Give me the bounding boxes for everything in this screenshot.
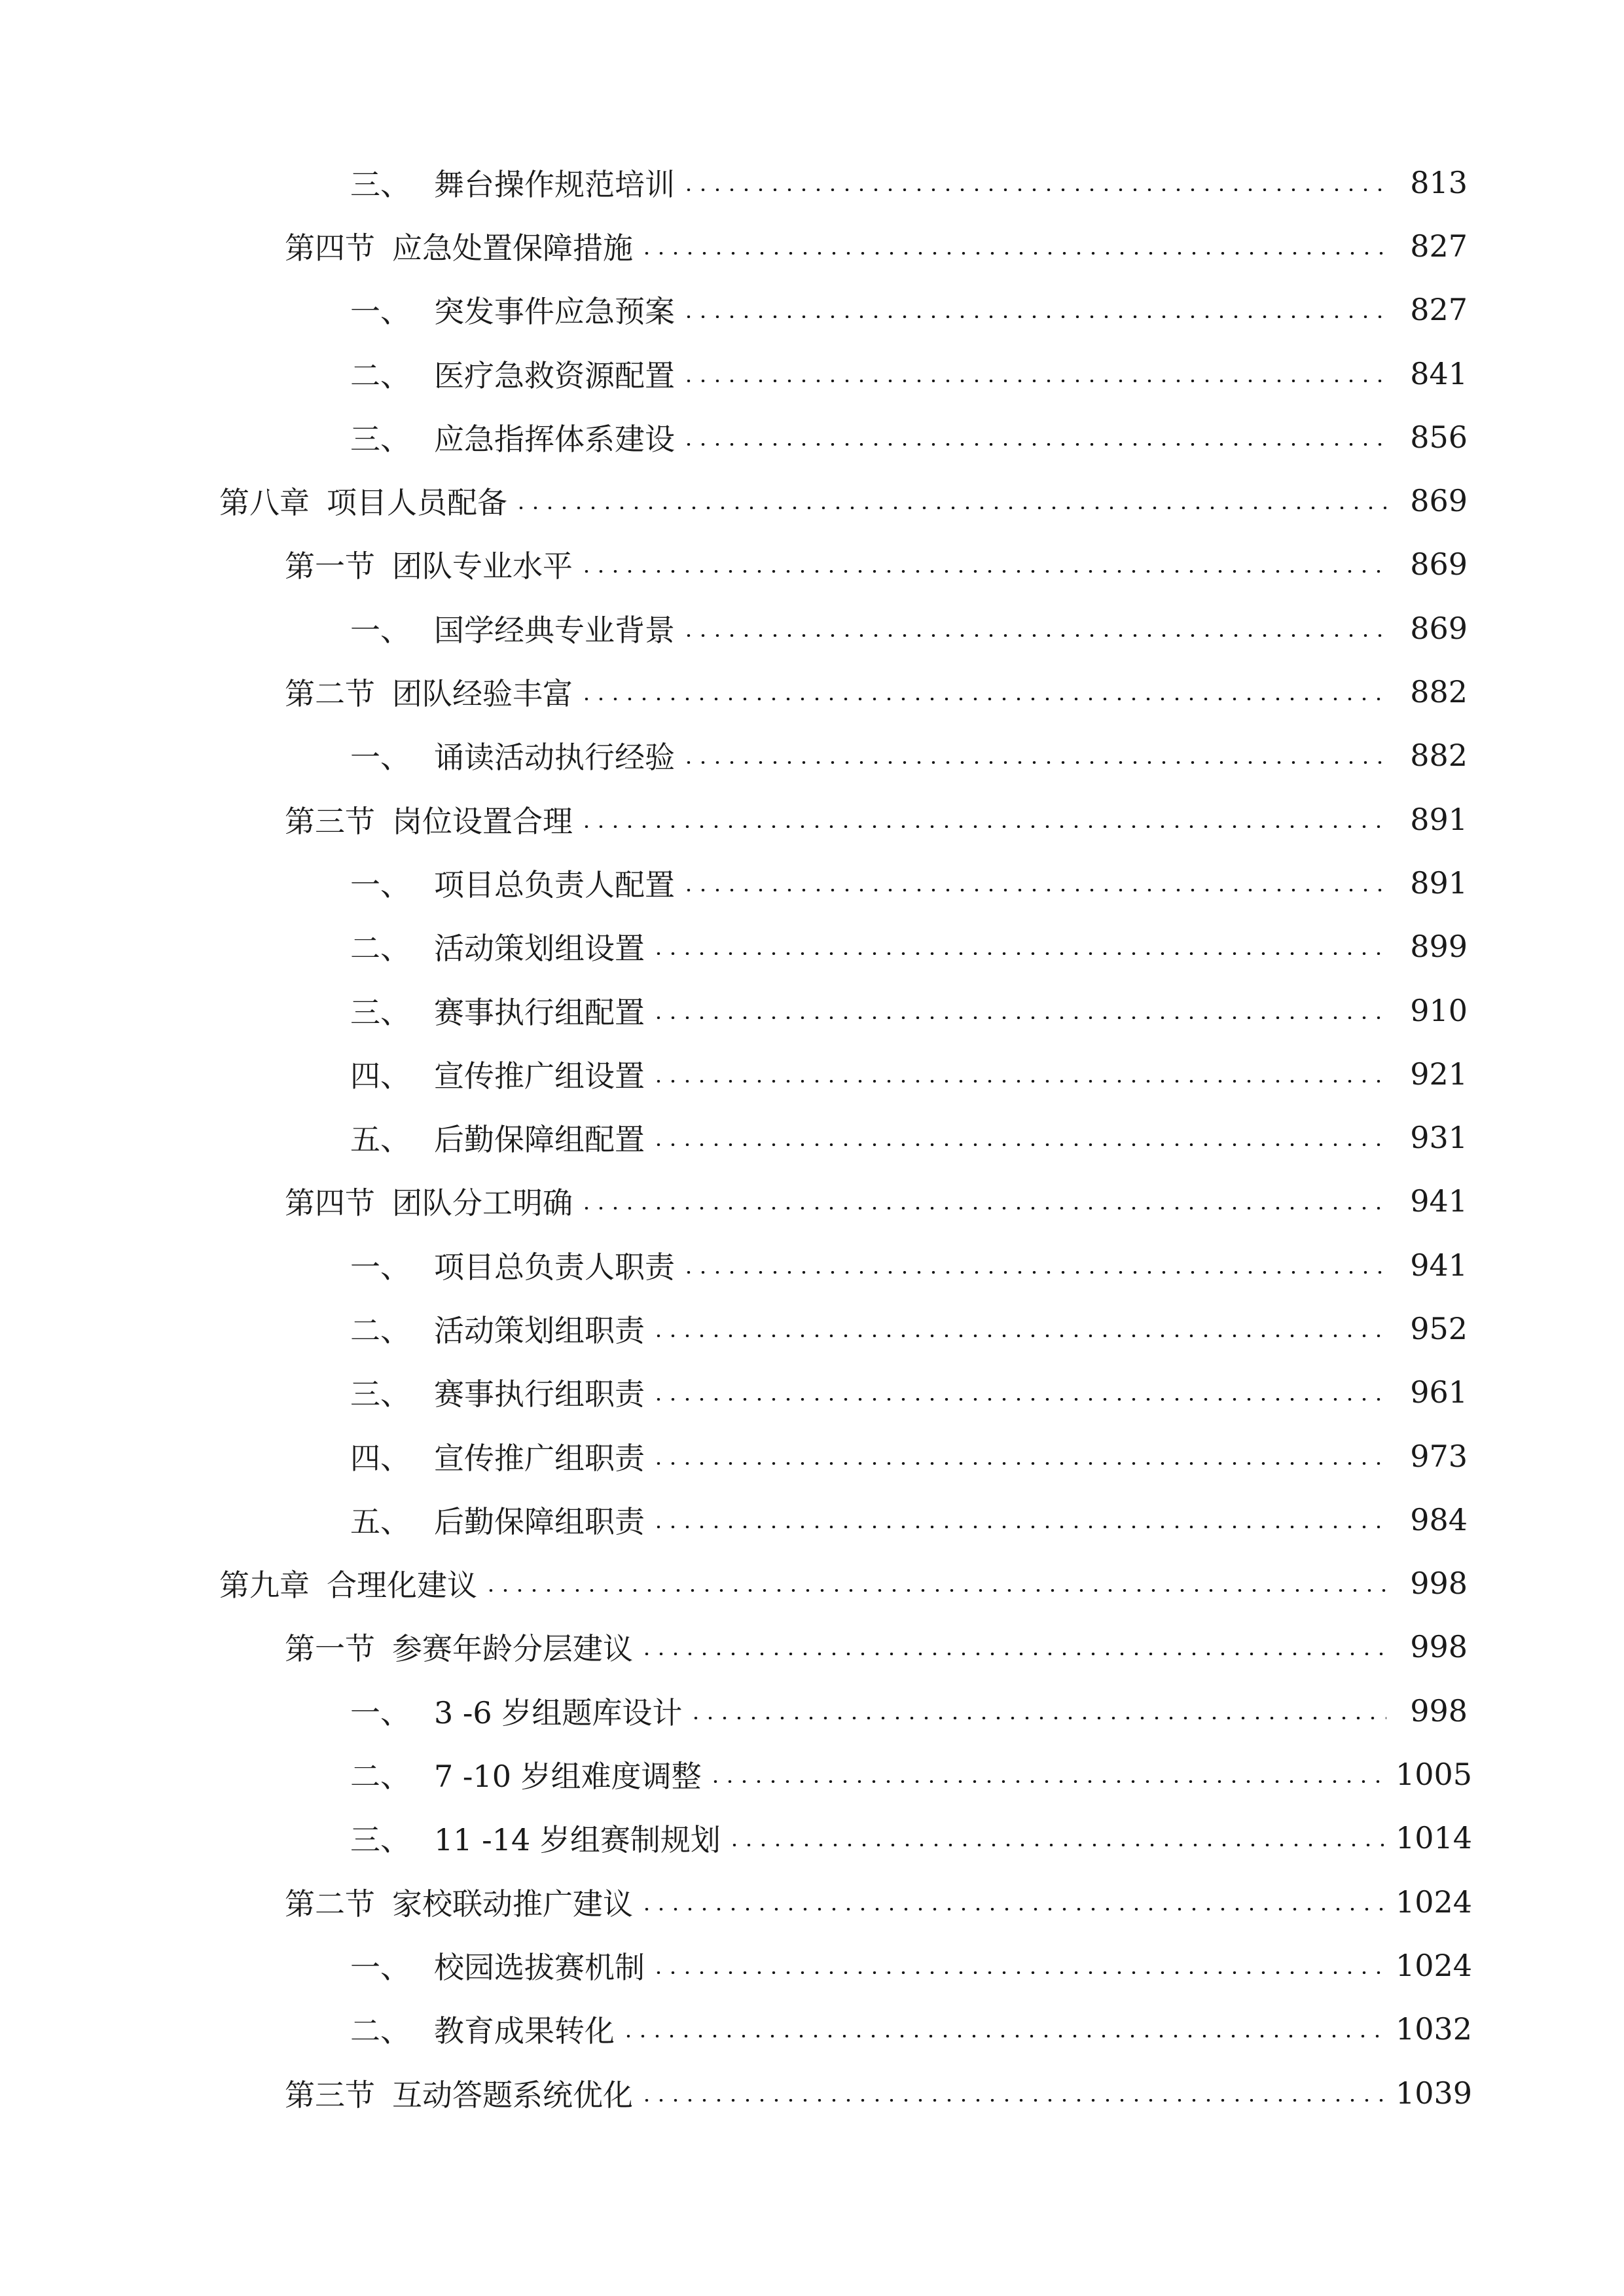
toc-entry-title: 赛事执行组配置 — [434, 994, 645, 1030]
dot-leader — [681, 889, 1386, 891]
toc-entry-page: 921 — [1410, 1056, 1468, 1092]
dot-leader — [689, 1717, 1386, 1719]
toc-entry-title: 团队分工明确 — [392, 1185, 573, 1221]
toc-entry-title: 团队专业水平 — [392, 548, 573, 584]
toc-entry-chapter[interactable] — [0, 1552, 1624, 1615]
dot-leader — [579, 1207, 1386, 1210]
toc-entry-page: 998 — [1410, 1629, 1468, 1665]
toc-entry[interactable] — [0, 596, 1624, 660]
toc-entry-number: 二、 — [350, 1312, 410, 1348]
toc-entry[interactable] — [0, 1105, 1624, 1169]
dot-leader — [681, 1271, 1386, 1274]
toc-entry[interactable] — [0, 151, 1624, 214]
dot-leader — [640, 252, 1386, 255]
dot-leader — [484, 1589, 1386, 1592]
dot-leader — [708, 1780, 1386, 1783]
toc-entry[interactable] — [0, 915, 1624, 978]
dot-leader — [651, 1143, 1386, 1146]
toc-entry-title: 7 -10 岁组难度调整 — [434, 1759, 702, 1795]
dot-leader — [651, 952, 1386, 955]
dot-leader — [640, 1653, 1386, 1655]
dot-leader — [579, 698, 1386, 700]
toc-entry-title: 突发事件应急预案 — [434, 294, 675, 330]
toc-entry-number: 第三节 — [285, 803, 375, 839]
toc-entry-number: 一、 — [350, 1695, 410, 1731]
dot-leader — [640, 2099, 1386, 2102]
toc-entry[interactable] — [0, 2061, 1624, 2125]
dot-leader — [640, 1908, 1386, 1910]
toc-entry[interactable] — [0, 1361, 1624, 1424]
toc-entry[interactable] — [0, 1297, 1624, 1360]
toc-entry-page: 899 — [1410, 929, 1468, 965]
toc-entry-page: 856 — [1410, 419, 1468, 455]
toc-entry[interactable] — [0, 1170, 1624, 1233]
toc-entry[interactable] — [0, 342, 1624, 405]
toc-entry-title: 11 -14 岁组赛制规划 — [434, 1822, 721, 1858]
toc-entry-number: 一、 — [350, 1249, 410, 1285]
toc-entry[interactable] — [0, 1233, 1624, 1297]
toc-entry-page: 941 — [1410, 1247, 1468, 1283]
dot-leader — [681, 634, 1386, 637]
toc-entry-title: 宣传推广组职责 — [434, 1440, 645, 1476]
toc-entry-number: 二、 — [350, 931, 410, 967]
toc-entry-title: 教育成果转化 — [434, 2013, 615, 2049]
toc-entry-number: 一、 — [350, 740, 410, 776]
toc-entry-page: 827 — [1410, 228, 1468, 264]
toc-entry-chapter[interactable] — [0, 469, 1624, 532]
toc-entry-title: 家校联动推广建议 — [392, 1886, 633, 1922]
toc-entry-number: 第一节 — [285, 548, 375, 584]
toc-entry-page: 841 — [1410, 355, 1468, 391]
toc-entry-number: 三、 — [350, 166, 410, 202]
toc-entry-number: 三、 — [350, 994, 410, 1030]
toc-entry-title: 校园选拔赛机制 — [434, 1949, 645, 1985]
toc-entry-title: 岗位设置合理 — [392, 803, 573, 839]
toc-entry-title: 赛事执行组职责 — [434, 1376, 645, 1412]
toc-entry-title: 项目总负责人职责 — [434, 1249, 675, 1285]
toc-entry-page: 869 — [1410, 483, 1468, 519]
toc-entry[interactable] — [0, 1933, 1624, 1997]
toc-entry[interactable] — [0, 278, 1624, 342]
toc-entry-page: 961 — [1410, 1374, 1468, 1410]
toc-entry-page: 952 — [1410, 1310, 1468, 1346]
toc-entry-title: 舞台操作规范培训 — [434, 166, 675, 202]
toc-entry[interactable] — [0, 978, 1624, 1042]
toc-entry[interactable] — [0, 1042, 1624, 1105]
toc-entry-number: 四、 — [350, 1440, 410, 1476]
toc-entry[interactable] — [0, 1806, 1624, 1870]
dot-leader — [681, 443, 1386, 446]
dot-leader — [681, 380, 1386, 382]
toc-entry[interactable] — [0, 405, 1624, 469]
toc-entry-title: 诵读活动执行经验 — [434, 740, 675, 776]
toc-entry-page: 869 — [1410, 547, 1468, 583]
dot-leader — [681, 188, 1386, 191]
toc-entry-page: 998 — [1410, 1566, 1468, 1602]
toc-entry-title: 3 -6 岁组题库设计 — [434, 1695, 683, 1731]
toc-entry-title: 活动策划组职责 — [434, 1312, 645, 1348]
toc-entry-page: 827 — [1410, 292, 1468, 328]
toc-entry[interactable] — [0, 533, 1624, 596]
toc-entry-title: 活动策划组设置 — [434, 931, 645, 967]
toc-entry-number: 一、 — [350, 294, 410, 330]
toc-entry-number: 一、 — [350, 612, 410, 648]
dot-leader — [651, 1016, 1386, 1019]
dot-leader — [579, 570, 1386, 573]
toc-entry-title: 合理化建议 — [327, 1568, 477, 1604]
toc-entry-number: 第八章 — [219, 485, 310, 521]
toc-entry[interactable] — [0, 1488, 1624, 1551]
toc-entry-page: 1032 — [1396, 2011, 1473, 2047]
dot-leader — [579, 825, 1386, 828]
toc-entry-number: 第四节 — [285, 1185, 375, 1221]
toc-entry-page: 1024 — [1396, 1947, 1473, 1983]
toc-entry-number: 第二节 — [285, 676, 375, 712]
toc-entry[interactable] — [0, 1424, 1624, 1488]
toc-entry[interactable] — [0, 660, 1624, 723]
dot-leader — [651, 1080, 1386, 1083]
toc-entry-number: 第二节 — [285, 1886, 375, 1922]
toc-entry-page: 882 — [1410, 674, 1468, 710]
toc-entry-number: 二、 — [350, 2013, 410, 2049]
dot-leader — [681, 761, 1386, 764]
dot-leader — [651, 1462, 1386, 1465]
toc-entry[interactable] — [0, 851, 1624, 914]
toc-entry-page: 941 — [1410, 1183, 1468, 1219]
toc-entry-number: 二、 — [350, 1759, 410, 1795]
toc-entry-page: 984 — [1410, 1501, 1468, 1537]
toc-entry-page: 1005 — [1396, 1757, 1473, 1793]
toc-entry-number: 一、 — [350, 1949, 410, 1985]
toc-entry-number: 第九章 — [219, 1568, 310, 1604]
toc-entry-number: 第四节 — [285, 230, 375, 266]
toc-entry-page: 869 — [1410, 610, 1468, 646]
table-of-contents — [0, 151, 1624, 2125]
toc-entry-page: 813 — [1410, 164, 1468, 200]
toc-entry-title: 后勤保障组配置 — [434, 1122, 645, 1158]
toc-entry-number: 三、 — [350, 1376, 410, 1412]
toc-entry-page: 1014 — [1396, 1820, 1473, 1856]
toc-entry-number: 二、 — [350, 357, 410, 393]
toc-entry-title: 宣传推广组设置 — [434, 1058, 645, 1094]
toc-entry-page: 1024 — [1396, 1884, 1473, 1920]
toc-entry-title: 项目总负责人配置 — [434, 867, 675, 903]
toc-entry[interactable] — [0, 787, 1624, 851]
toc-entry-title: 应急指挥体系建设 — [434, 421, 675, 457]
toc-entry-number: 四、 — [350, 1058, 410, 1094]
toc-entry-page: 891 — [1410, 865, 1468, 901]
toc-entry[interactable] — [0, 1998, 1624, 2061]
dot-leader — [651, 1398, 1386, 1401]
toc-entry-title: 项目人员配备 — [327, 485, 507, 521]
toc-entry-number: 三、 — [350, 1822, 410, 1858]
toc-entry-title: 国学经典专业背景 — [434, 612, 675, 648]
toc-entry-page: 973 — [1410, 1438, 1468, 1474]
dot-leader — [681, 315, 1386, 318]
toc-entry[interactable] — [0, 214, 1624, 278]
toc-entry-page: 882 — [1410, 738, 1468, 774]
dot-leader — [514, 507, 1386, 509]
toc-entry-page: 910 — [1410, 992, 1468, 1028]
toc-entry-number: 第三节 — [285, 2077, 375, 2113]
toc-entry[interactable] — [0, 1870, 1624, 1933]
toc-entry[interactable] — [0, 1615, 1624, 1679]
toc-entry-page: 931 — [1410, 1120, 1468, 1156]
toc-entry-title: 医疗急救资源配置 — [434, 357, 675, 393]
toc-entry-title: 应急处置保障措施 — [392, 230, 633, 266]
toc-entry-number: 第一节 — [285, 1631, 375, 1667]
toc-entry-number: 五、 — [350, 1503, 410, 1539]
dot-leader — [621, 2035, 1386, 2037]
toc-entry-title: 后勤保障组职责 — [434, 1503, 645, 1539]
dot-leader — [651, 1971, 1386, 1974]
toc-entry-number: 一、 — [350, 867, 410, 903]
toc-entry-title: 团队经验丰富 — [392, 676, 573, 712]
toc-entry-number: 五、 — [350, 1122, 410, 1158]
toc-entry[interactable] — [0, 1742, 1624, 1806]
toc-entry[interactable] — [0, 724, 1624, 787]
toc-entry-number: 三、 — [350, 421, 410, 457]
toc-entry-title: 参赛年龄分层建议 — [392, 1631, 633, 1667]
dot-leader — [727, 1844, 1386, 1846]
toc-entry-page: 891 — [1410, 801, 1468, 837]
toc-entry[interactable] — [0, 1679, 1624, 1742]
dot-leader — [651, 1335, 1386, 1337]
toc-entry-page: 998 — [1410, 1693, 1468, 1729]
dot-leader — [651, 1526, 1386, 1528]
toc-entry-page: 1039 — [1396, 2075, 1473, 2111]
toc-entry-title: 互动答题系统优化 — [392, 2077, 633, 2113]
